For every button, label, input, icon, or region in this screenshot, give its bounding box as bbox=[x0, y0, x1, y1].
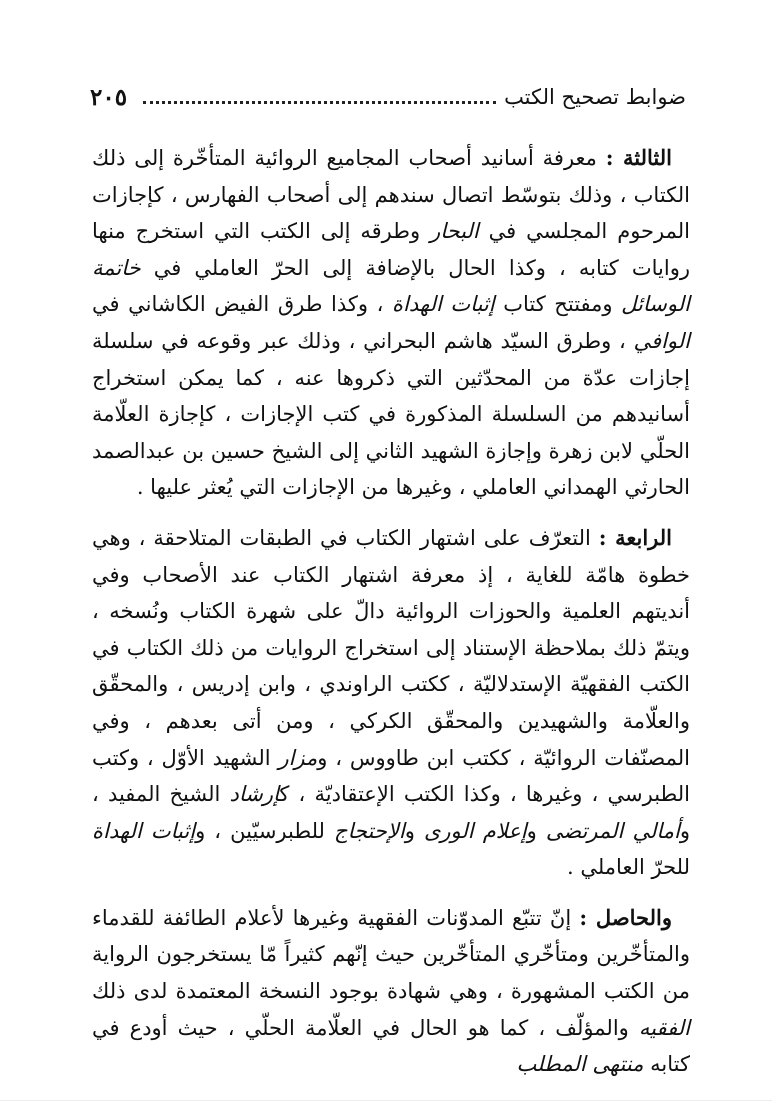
text-segment: للطبرسيّين ، و bbox=[195, 818, 335, 843]
paragraph-fourth bbox=[92, 520, 690, 886]
text-segment: الشيخ المفيد ، و bbox=[92, 782, 691, 843]
text-segment: التعرّف على اشتهار الكتاب في الطبقات المتلاحقة ، وهي خطوة هامّة للغاية ، إذ معرفة اشتهار الكتاب عند الأصحاب وفي أنديتهم العلمية والحوزات الروائية دالّ على شهرة الكتاب ونُسخه ، ويتمّ ذلك بملاحظة الإستناد إلى استخراج الروايات من ذلك الكتاب في الكتب الفقهيّة الإستدلاليّة ، ككتب الراوندي ، وابن إدريس ، والمحقّق والعلّامة والشهيدين والمحقّق الكركي ، ومن أتى بعدهم ، وفي المصنّفات الروائيّة ، ككتب ابن طاووس ، و bbox=[92, 525, 690, 770]
text-segment-italic: إثبات الهداة bbox=[92, 818, 196, 843]
text-segment: إنّ تتبّع المدوّنات الفقهية وغيرها لأعلام الطائفة للقدماء والمتأخّرين ومتأخّري المتأخّرين حيث إنّهم كثيراً مّا يستخرجون الرواية من الكتب المشهورة ، وهي شهادة بوجود النسخة المعتمدة لدى ذلك bbox=[92, 905, 690, 1004]
text-segment: ، وكذا طرق الفيض الكاشاني في bbox=[92, 292, 393, 317]
leader-dots bbox=[143, 101, 496, 104]
text-segment-italic: الوافي bbox=[633, 328, 690, 353]
text-segment: و bbox=[526, 818, 546, 843]
page-edge bbox=[0, 1100, 772, 1101]
text-segment-italic: مزار bbox=[278, 745, 318, 770]
paragraph-summary bbox=[92, 900, 690, 1083]
text-segment-italic: البحار bbox=[430, 219, 479, 244]
paragraph-lead: والحاصل : bbox=[579, 904, 672, 930]
text-segment: وطرقه إلى الكتب التي استخرج منها روايات كتابه ، وكذا الحال بالإضافة إلى الحرّ العاملي في bbox=[92, 219, 690, 280]
text-segment-italic: خاتمة الوسائل bbox=[92, 255, 690, 317]
text-segment-italic: الفقيه bbox=[638, 1015, 690, 1040]
text-segment-italic: إعلام الورى bbox=[423, 818, 527, 843]
text-segment: الشهيد الأوّل ، وكتب الطبرسي ، وغيرها ، وكذا الكتب الإعتقاديّة ، ك bbox=[92, 745, 690, 807]
text-segment: ومفتتح كتاب bbox=[494, 292, 622, 317]
paragraph-lead: الرابعة : bbox=[598, 524, 673, 550]
running-title: ضوابط تصحيح الكتب bbox=[504, 85, 686, 109]
page-header bbox=[90, 80, 686, 114]
text-segment-italic: منتهى المطلب bbox=[516, 1052, 644, 1077]
text-segment: للحرّ العاملي . bbox=[567, 855, 690, 880]
page-body bbox=[92, 140, 690, 1097]
text-segment-italic: أمالي المرتضى bbox=[545, 818, 680, 843]
text-segment-italic: الإحتجاج bbox=[334, 818, 405, 843]
text-segment: و bbox=[404, 818, 424, 843]
text-segment: معرفة أسانيد أصحاب المجاميع الروائية المتأخّرة إلى ذلك الكتاب ، وذلك بتوسّط اتصال سندهم إلى أصحاب الفهارس ، كإجازات المرحوم المجلسي في bbox=[92, 146, 690, 244]
text-segment: ، وطرق السيّد هاشم البحراني ، وذلك عبر وقوعه في سلسلة إجازات عدّة من المحدّثين التي ذكروها عنه ، كما يمكن استخراج أسانيدهم من السلسلة المذكورة في كتب الإجازات ، كإجازة العلّامة الحلّي لابن زهرة وإجازة الشهيد الثاني إلى الشيخ حسين بن عبدالصمد الحارثي الهمداني العاملي ، وغيرها من الإجازات التي يُعثر عليها . bbox=[92, 328, 690, 500]
paragraph-third bbox=[92, 140, 690, 506]
paragraph-lead: الثالثة : bbox=[605, 145, 672, 170]
text-segment-italic: إثبات الهداة bbox=[392, 292, 495, 317]
text-segment-italic: إرشاد bbox=[229, 782, 280, 807]
text-segment: والمؤلّف ، كما هو الحال في العلّامة الحلّي ، حيث أودع في كتابه bbox=[92, 1015, 690, 1077]
page-number: ٢٠٥ bbox=[90, 83, 128, 111]
